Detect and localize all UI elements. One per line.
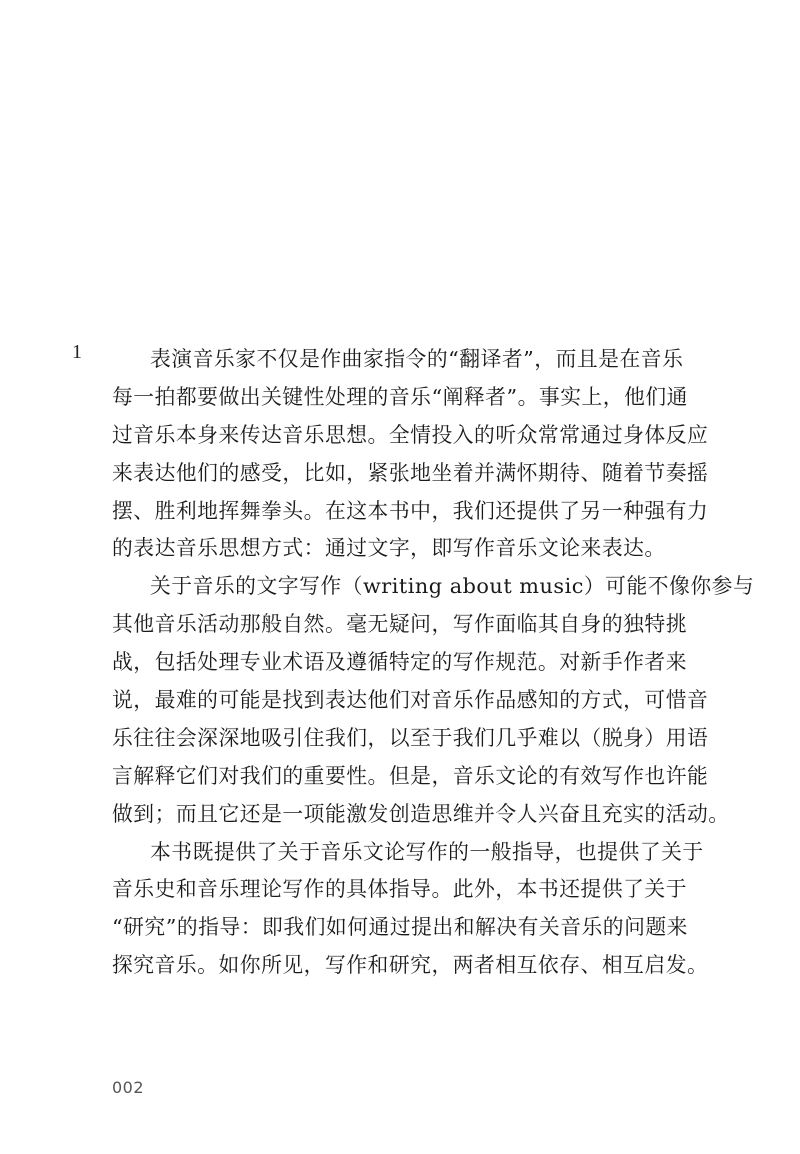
- text-line: 做到；而且它还是一项能激发创造思维并令人兴奋且充实的活动。: [112, 801, 730, 826]
- text-line: 摆、胜利地挥舞拳头。在这本书中，我们还提供了另一种强有力: [112, 498, 709, 523]
- text-line: “研究”的指导：即我们如何通过提出和解决有关音乐的问题来: [112, 915, 688, 940]
- paragraph-1: [112, 341, 709, 568]
- text-line: 言解释它们对我们的重要性。但是，音乐文论的有效写作也许能: [112, 763, 709, 788]
- text-line: 来表达他们的感受，比如，紧张地坐着并满怀期待、随着节奏摇: [112, 460, 709, 485]
- text-line: 每一拍都要做出关键性处理的音乐“阐释者”。事实上，他们通: [112, 384, 688, 409]
- paragraph-2: [112, 568, 755, 833]
- text-line: 音乐史和音乐理论写作的具体指导。此外，本书还提供了关于: [112, 877, 688, 902]
- text-line: 探究音乐。如你所见，写作和研究，两者相互依存、相互启发。: [112, 953, 709, 978]
- text-line: 乐往往会深深地吸引住我们，以至于我们几乎难以（脱身）用语: [112, 725, 709, 750]
- text-line: 说，最难的可能是找到表达他们对音乐作品感知的方式，可惜音: [112, 688, 709, 713]
- text-line: 关于音乐的文字写作（writing about music）可能不像你参与: [150, 574, 755, 599]
- text-line: 过音乐本身来传达音乐思想。全情投入的听众常常通过身体反应: [112, 422, 709, 447]
- text-line: 表演音乐家不仅是作曲家指令的“翻译者”，而且是在音乐: [150, 347, 684, 371]
- text-line: 战，包括处理专业术语及遵循特定的写作规范。对新手作者来: [112, 650, 688, 675]
- chapter-number: 1: [72, 341, 82, 363]
- text-line: 本书既提供了关于音乐文论写作的一般指导，也提供了关于: [150, 839, 704, 864]
- paragraph-3: [112, 834, 709, 986]
- page-number: 002: [112, 1078, 145, 1097]
- text-line: 的表达音乐思想方式：通过文字，即写作音乐文论来表达。: [112, 536, 666, 561]
- text-line: 其他音乐活动那般自然。毫无疑问，写作面临其自身的独特挑: [112, 612, 688, 637]
- body-text: [112, 341, 755, 985]
